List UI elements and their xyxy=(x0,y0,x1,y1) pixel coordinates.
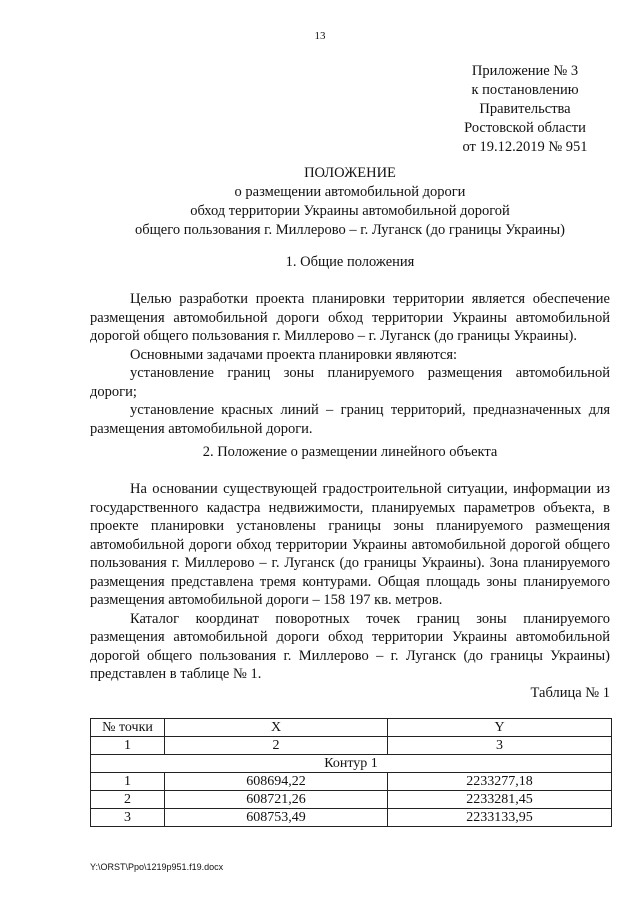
appendix-line: Ростовской области xyxy=(464,120,586,136)
title-line: обход территории Украины автомобильной дорогой xyxy=(190,203,510,219)
table-row xyxy=(91,809,612,827)
table-cell: 608721,26 xyxy=(165,791,388,809)
paragraph: Основными задачами проекта планировки являются: xyxy=(130,346,458,363)
page-number: 13 xyxy=(314,30,326,42)
column-header: Y xyxy=(388,719,612,737)
paragraph: Целью разработки проекта планировки территории является обеспечение размещения автомобильной дороги обход территории Украины автомобильной дорогой общего пользования г. Миллерово – г. Луганск (до границы Украины). xyxy=(90,291,610,344)
table-index-row xyxy=(91,737,612,755)
table-cell: 1 xyxy=(91,773,165,791)
title-main: ПОЛОЖЕНИЕ xyxy=(304,165,396,181)
paragraph: Каталог координат поворотных точек границ зоны планируемого размещения автомобильной дороги обход территории Украины автомобильной дорогой общего пользования г. Миллерово – г. Луганск (до границы Украины) представлен в таблице № 1. xyxy=(90,610,610,682)
title-line: общего пользования г. Миллерово – г. Луганск (до границы Украины) xyxy=(135,222,565,238)
table-header-row xyxy=(91,719,612,737)
document-title xyxy=(90,164,610,240)
table-cell: 2 xyxy=(165,737,388,755)
appendix-line: от 19.12.2019 № 951 xyxy=(462,139,588,155)
table-cell: 608694,22 xyxy=(165,773,388,791)
section-1-body xyxy=(90,290,610,438)
table-cell: 3 xyxy=(91,809,165,827)
column-header: № точки xyxy=(91,719,165,737)
contour-row xyxy=(91,755,612,773)
appendix-line: к постановлению xyxy=(471,82,579,98)
table-cell: 1 xyxy=(91,737,165,755)
appendix-block xyxy=(430,62,620,157)
table-cell: 3 xyxy=(388,737,612,755)
table-row xyxy=(91,773,612,791)
appendix-line: Приложение № 3 xyxy=(471,63,579,79)
section-2-heading: 2. Положение о размещении линейного объекта xyxy=(202,444,498,460)
title-line: о размещении автомобильной дороги xyxy=(234,184,466,200)
contour-label: Контур 1 xyxy=(91,755,612,773)
table-row xyxy=(91,791,612,809)
table-caption: Таблица № 1 xyxy=(530,685,610,701)
section-2-body xyxy=(90,480,610,684)
table-cell: 2233281,45 xyxy=(388,791,612,809)
coordinates-table xyxy=(90,718,612,827)
section-1-heading: 1. Общие положения xyxy=(285,254,415,270)
file-path-footer: Y:\ORST\Ppo\1219p951.f19.docx xyxy=(90,862,224,872)
table-cell: 608753,49 xyxy=(165,809,388,827)
paragraph: установление границ зоны планируемого размещения автомобильной дороги; xyxy=(90,365,610,400)
table-cell: 2233133,95 xyxy=(388,809,612,827)
table-cell: 2233277,18 xyxy=(388,773,612,791)
appendix-line: Правительства xyxy=(479,101,571,117)
column-header: X xyxy=(165,719,388,737)
paragraph: На основании существующей градостроительной ситуации, информации из государственного кадастра недвижимости, планируемых параметров объекта, в проекте планировки установлены границы зоны планируемого размещения автомобильной дороги обход территории Украины автомобильной дорогой общего пользования г. Миллерово – г. Луганск (до границы Украины). Зона планируемого размещения представлена тремя контурами. Общая площадь зоны планируемого размещения автомобильной дороги – 158 197 кв. метров. xyxy=(90,481,610,608)
table-cell: 2 xyxy=(91,791,165,809)
paragraph: установление красных линий – границ территорий, предназначенных для размещения автомобильной дороги. xyxy=(90,402,610,437)
